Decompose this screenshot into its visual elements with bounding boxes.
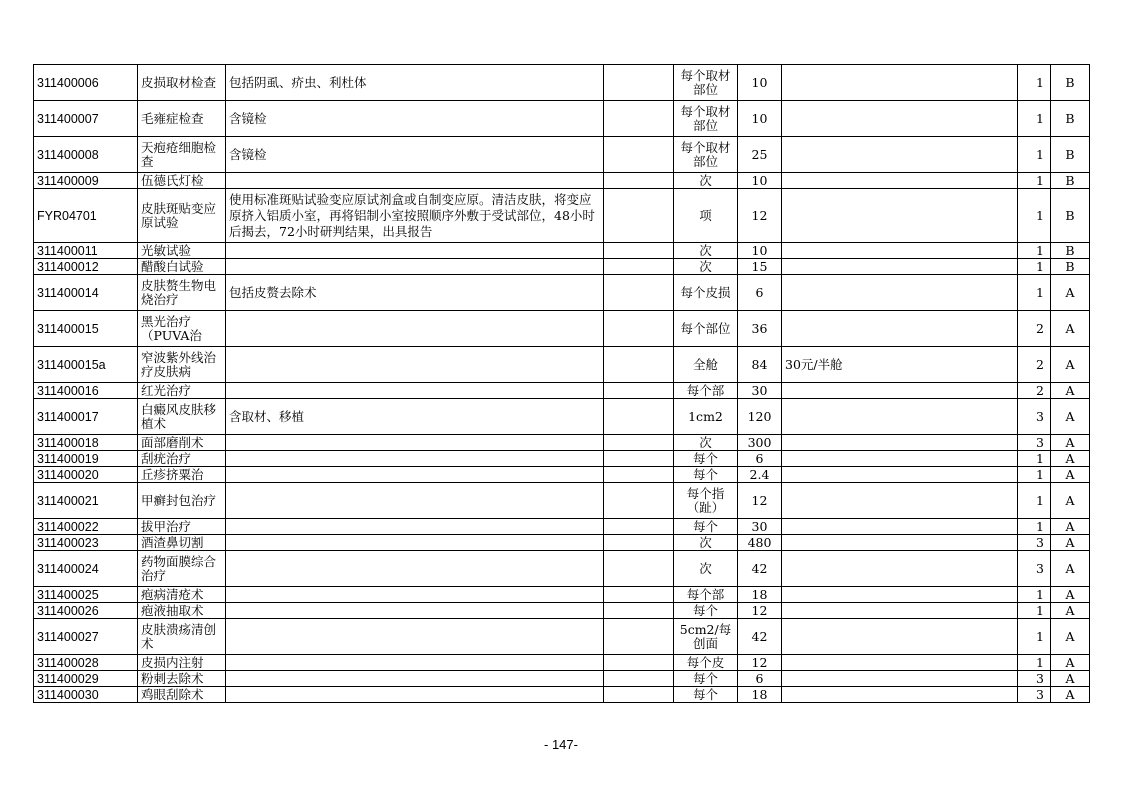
item-content-cell: 包括皮赘去除术 — [226, 275, 604, 311]
item-content-cell — [226, 671, 604, 687]
item-code-cell: 311400021 — [34, 483, 138, 519]
item-content-cell — [226, 535, 604, 551]
note-cell — [782, 655, 1018, 671]
price-cell: 10 — [738, 65, 782, 101]
note-cell — [782, 243, 1018, 259]
item-content-cell — [226, 519, 604, 535]
category-cell: A — [1051, 619, 1090, 655]
item-name-cell: 皮肤赘生物电烧治疗 — [138, 275, 226, 311]
note-cell — [782, 311, 1018, 347]
category-cell: A — [1051, 275, 1090, 311]
price-cell: 42 — [738, 551, 782, 587]
level-cell: 2 — [1018, 311, 1051, 347]
item-name-cell: 天疱疮细胞检查 — [138, 137, 226, 173]
item-code-cell: 311400019 — [34, 451, 138, 467]
level-cell: 2 — [1018, 383, 1051, 399]
item-code-cell: 311400012 — [34, 259, 138, 275]
price-cell: 2.4 — [738, 467, 782, 483]
level-cell: 3 — [1018, 551, 1051, 587]
category-cell: A — [1051, 603, 1090, 619]
item-content-cell — [226, 259, 604, 275]
note-cell — [782, 383, 1018, 399]
price-cell: 480 — [738, 535, 782, 551]
item-content-cell — [226, 655, 604, 671]
item-code-cell: 311400030 — [34, 687, 138, 703]
price-table — [33, 64, 1090, 703]
item-code-cell: 311400027 — [34, 619, 138, 655]
unit-cell: 每个取材部位 — [674, 101, 738, 137]
item-code-cell: 311400018 — [34, 435, 138, 451]
unit-cell: 每个 — [674, 671, 738, 687]
note-cell — [782, 619, 1018, 655]
excluded-cell — [604, 259, 674, 275]
item-code-cell: 311400020 — [34, 467, 138, 483]
item-content-cell: 使用标准斑贴试验变应原试剂盒或自制变应原。清洁皮肤，将变应原挤入铝质小室，再将铝制小室按照顺序外敷于受试部位，48小时后揭去，72小时研判结果，出具报告 — [226, 189, 604, 243]
unit-cell: 每个 — [674, 467, 738, 483]
excluded-cell — [604, 519, 674, 535]
category-cell: A — [1051, 671, 1090, 687]
price-cell: 6 — [738, 671, 782, 687]
item-code-cell: 311400014 — [34, 275, 138, 311]
page-number: - 147- — [544, 737, 578, 752]
category-cell: A — [1051, 451, 1090, 467]
item-name-cell: 伍德氏灯检 — [138, 173, 226, 189]
item-content-cell — [226, 243, 604, 259]
level-cell: 1 — [1018, 619, 1051, 655]
item-name-cell: 皮肤斑贴变应原试验 — [138, 189, 226, 243]
table-row — [34, 399, 1090, 435]
item-name-cell: 疱液抽取术 — [138, 603, 226, 619]
price-cell: 12 — [738, 483, 782, 519]
item-content-cell: 含取材、移植 — [226, 399, 604, 435]
table-row — [34, 551, 1090, 587]
item-content-cell — [226, 467, 604, 483]
excluded-cell — [604, 275, 674, 311]
item-content-cell — [226, 311, 604, 347]
excluded-cell — [604, 655, 674, 671]
note-cell — [782, 259, 1018, 275]
unit-cell: 每个皮 — [674, 655, 738, 671]
category-cell: B — [1051, 259, 1090, 275]
unit-cell: 每个皮损 — [674, 275, 738, 311]
price-cell: 18 — [738, 587, 782, 603]
note-cell — [782, 451, 1018, 467]
item-code-cell: 311400026 — [34, 603, 138, 619]
item-code-cell: FYR04701 — [34, 189, 138, 243]
note-cell — [782, 535, 1018, 551]
level-cell: 1 — [1018, 519, 1051, 535]
item-content-cell — [226, 587, 604, 603]
item-code-cell: 311400024 — [34, 551, 138, 587]
table-row — [34, 619, 1090, 655]
table-row — [34, 687, 1090, 703]
item-code-cell: 311400022 — [34, 519, 138, 535]
item-name-cell: 白癜风皮肤移植术 — [138, 399, 226, 435]
unit-cell: 次 — [674, 535, 738, 551]
level-cell: 2 — [1018, 347, 1051, 383]
item-name-cell: 丘疹挤粟治 — [138, 467, 226, 483]
unit-cell: 每个 — [674, 687, 738, 703]
table-row — [34, 467, 1090, 483]
category-cell: B — [1051, 137, 1090, 173]
table-row — [34, 603, 1090, 619]
unit-cell: 每个 — [674, 451, 738, 467]
level-cell: 1 — [1018, 173, 1051, 189]
note-cell — [782, 275, 1018, 311]
item-content-cell — [226, 687, 604, 703]
price-cell: 84 — [738, 347, 782, 383]
unit-cell: 每个部 — [674, 383, 738, 399]
item-code-cell: 311400017 — [34, 399, 138, 435]
item-name-cell: 甲癣封包治疗 — [138, 483, 226, 519]
item-content-cell — [226, 451, 604, 467]
note-cell — [782, 551, 1018, 587]
price-cell: 25 — [738, 137, 782, 173]
item-name-cell: 红光治疗 — [138, 383, 226, 399]
note-cell — [782, 173, 1018, 189]
price-cell: 12 — [738, 603, 782, 619]
level-cell: 1 — [1018, 189, 1051, 243]
table-row — [34, 383, 1090, 399]
level-cell: 1 — [1018, 137, 1051, 173]
level-cell: 3 — [1018, 535, 1051, 551]
level-cell: 1 — [1018, 259, 1051, 275]
item-code-cell: 311400023 — [34, 535, 138, 551]
price-cell: 30 — [738, 519, 782, 535]
excluded-cell — [604, 451, 674, 467]
note-cell — [782, 467, 1018, 483]
category-cell: A — [1051, 383, 1090, 399]
table-row — [34, 311, 1090, 347]
level-cell: 1 — [1018, 483, 1051, 519]
item-name-cell: 酒渣鼻切割 — [138, 535, 226, 551]
item-code-cell: 311400007 — [34, 101, 138, 137]
table-row — [34, 587, 1090, 603]
category-cell: A — [1051, 655, 1090, 671]
category-cell: A — [1051, 687, 1090, 703]
table-row — [34, 519, 1090, 535]
excluded-cell — [604, 551, 674, 587]
note-cell: 30元/半舱 — [782, 347, 1018, 383]
item-name-cell: 皮肤溃疡清创术 — [138, 619, 226, 655]
item-content-cell — [226, 383, 604, 399]
table-row — [34, 655, 1090, 671]
table-row — [34, 65, 1090, 101]
item-name-cell: 光敏试验 — [138, 243, 226, 259]
price-cell: 36 — [738, 311, 782, 347]
price-cell: 6 — [738, 451, 782, 467]
item-name-cell: 鸡眼刮除术 — [138, 687, 226, 703]
excluded-cell — [604, 311, 674, 347]
category-cell: B — [1051, 101, 1090, 137]
excluded-cell — [604, 467, 674, 483]
item-name-cell: 药物面膜综合治疗 — [138, 551, 226, 587]
category-cell: A — [1051, 347, 1090, 383]
table-row — [34, 347, 1090, 383]
item-content-cell: 包括阴虱、疥虫、利杜体 — [226, 65, 604, 101]
table-row — [34, 259, 1090, 275]
note-cell — [782, 603, 1018, 619]
table-row — [34, 101, 1090, 137]
item-name-cell: 毛雍症检查 — [138, 101, 226, 137]
price-cell: 12 — [738, 655, 782, 671]
note-cell — [782, 435, 1018, 451]
note-cell — [782, 65, 1018, 101]
note-cell — [782, 671, 1018, 687]
category-cell: A — [1051, 435, 1090, 451]
note-cell — [782, 189, 1018, 243]
unit-cell: 全舱 — [674, 347, 738, 383]
price-cell: 30 — [738, 383, 782, 399]
unit-cell: 次 — [674, 259, 738, 275]
price-cell: 10 — [738, 173, 782, 189]
category-cell: A — [1051, 587, 1090, 603]
price-cell: 42 — [738, 619, 782, 655]
level-cell: 1 — [1018, 467, 1051, 483]
level-cell: 3 — [1018, 435, 1051, 451]
level-cell: 1 — [1018, 101, 1051, 137]
category-cell: A — [1051, 311, 1090, 347]
item-content-cell — [226, 173, 604, 189]
level-cell: 1 — [1018, 275, 1051, 311]
item-content-cell: 含镜检 — [226, 101, 604, 137]
table-row — [34, 189, 1090, 243]
note-cell — [782, 483, 1018, 519]
excluded-cell — [604, 483, 674, 519]
item-code-cell: 311400015a — [34, 347, 138, 383]
item-code-cell: 311400028 — [34, 655, 138, 671]
note-cell — [782, 687, 1018, 703]
level-cell: 1 — [1018, 603, 1051, 619]
excluded-cell — [604, 243, 674, 259]
excluded-cell — [604, 347, 674, 383]
category-cell: A — [1051, 483, 1090, 519]
table-row — [34, 483, 1090, 519]
item-name-cell: 醋酸白试验 — [138, 259, 226, 275]
excluded-cell — [604, 383, 674, 399]
unit-cell: 1cm2 — [674, 399, 738, 435]
item-name-cell: 疱病清疮术 — [138, 587, 226, 603]
unit-cell: 每个指（趾） — [674, 483, 738, 519]
item-code-cell: 311400015 — [34, 311, 138, 347]
category-cell: A — [1051, 535, 1090, 551]
price-cell: 18 — [738, 687, 782, 703]
excluded-cell — [604, 399, 674, 435]
price-cell: 12 — [738, 189, 782, 243]
level-cell: 3 — [1018, 671, 1051, 687]
unit-cell: 次 — [674, 435, 738, 451]
unit-cell: 每个取材部位 — [674, 137, 738, 173]
price-cell: 300 — [738, 435, 782, 451]
item-code-cell: 311400011 — [34, 243, 138, 259]
unit-cell: 次 — [674, 551, 738, 587]
excluded-cell — [604, 189, 674, 243]
excluded-cell — [604, 535, 674, 551]
item-code-cell: 311400009 — [34, 173, 138, 189]
excluded-cell — [604, 435, 674, 451]
item-code-cell: 311400006 — [34, 65, 138, 101]
unit-cell: 每个取材部位 — [674, 65, 738, 101]
note-cell — [782, 587, 1018, 603]
price-cell: 6 — [738, 275, 782, 311]
item-content-cell — [226, 483, 604, 519]
unit-cell: 每个 — [674, 603, 738, 619]
item-content-cell — [226, 435, 604, 451]
excluded-cell — [604, 587, 674, 603]
item-content-cell — [226, 619, 604, 655]
table-row — [34, 535, 1090, 551]
category-cell: A — [1051, 519, 1090, 535]
level-cell: 1 — [1018, 243, 1051, 259]
table-row — [34, 275, 1090, 311]
table-row — [34, 451, 1090, 467]
excluded-cell — [604, 173, 674, 189]
item-name-cell: 皮损取材检查 — [138, 65, 226, 101]
price-cell: 120 — [738, 399, 782, 435]
unit-cell: 每个部 — [674, 587, 738, 603]
item-code-cell: 311400016 — [34, 383, 138, 399]
level-cell: 3 — [1018, 687, 1051, 703]
note-cell — [782, 101, 1018, 137]
note-cell — [782, 137, 1018, 173]
excluded-cell — [604, 101, 674, 137]
item-code-cell: 311400008 — [34, 137, 138, 173]
unit-cell: 每个 — [674, 519, 738, 535]
item-code-cell: 311400029 — [34, 671, 138, 687]
item-name-cell: 粉刺去除术 — [138, 671, 226, 687]
item-content-cell — [226, 347, 604, 383]
note-cell — [782, 519, 1018, 535]
level-cell: 3 — [1018, 399, 1051, 435]
unit-cell: 每个部位 — [674, 311, 738, 347]
category-cell: A — [1051, 467, 1090, 483]
category-cell: B — [1051, 173, 1090, 189]
excluded-cell — [604, 687, 674, 703]
category-cell: B — [1051, 243, 1090, 259]
excluded-cell — [604, 65, 674, 101]
item-name-cell: 黑光治疗（PUVA治 — [138, 311, 226, 347]
price-cell: 10 — [738, 243, 782, 259]
table-row — [34, 671, 1090, 687]
unit-cell: 项 — [674, 189, 738, 243]
table-row — [34, 137, 1090, 173]
item-name-cell: 窄波紫外线治疗皮肤病 — [138, 347, 226, 383]
level-cell: 1 — [1018, 587, 1051, 603]
item-content-cell: 含镜检 — [226, 137, 604, 173]
item-content-cell — [226, 551, 604, 587]
level-cell: 1 — [1018, 451, 1051, 467]
unit-cell: 次 — [674, 173, 738, 189]
category-cell: A — [1051, 399, 1090, 435]
price-cell: 15 — [738, 259, 782, 275]
item-name-cell: 刮疣治疗 — [138, 451, 226, 467]
table-row — [34, 435, 1090, 451]
price-cell: 10 — [738, 101, 782, 137]
category-cell: B — [1051, 65, 1090, 101]
excluded-cell — [604, 137, 674, 173]
level-cell: 1 — [1018, 65, 1051, 101]
item-content-cell — [226, 603, 604, 619]
category-cell: A — [1051, 551, 1090, 587]
excluded-cell — [604, 603, 674, 619]
item-name-cell: 皮损内注射 — [138, 655, 226, 671]
item-code-cell: 311400025 — [34, 587, 138, 603]
category-cell: B — [1051, 189, 1090, 243]
note-cell — [782, 399, 1018, 435]
excluded-cell — [604, 619, 674, 655]
table-row — [34, 243, 1090, 259]
unit-cell: 次 — [674, 243, 738, 259]
table-row — [34, 173, 1090, 189]
level-cell: 1 — [1018, 655, 1051, 671]
excluded-cell — [604, 671, 674, 687]
item-name-cell: 拔甲治疗 — [138, 519, 226, 535]
item-name-cell: 面部磨削术 — [138, 435, 226, 451]
unit-cell: 5cm2/每创面 — [674, 619, 738, 655]
